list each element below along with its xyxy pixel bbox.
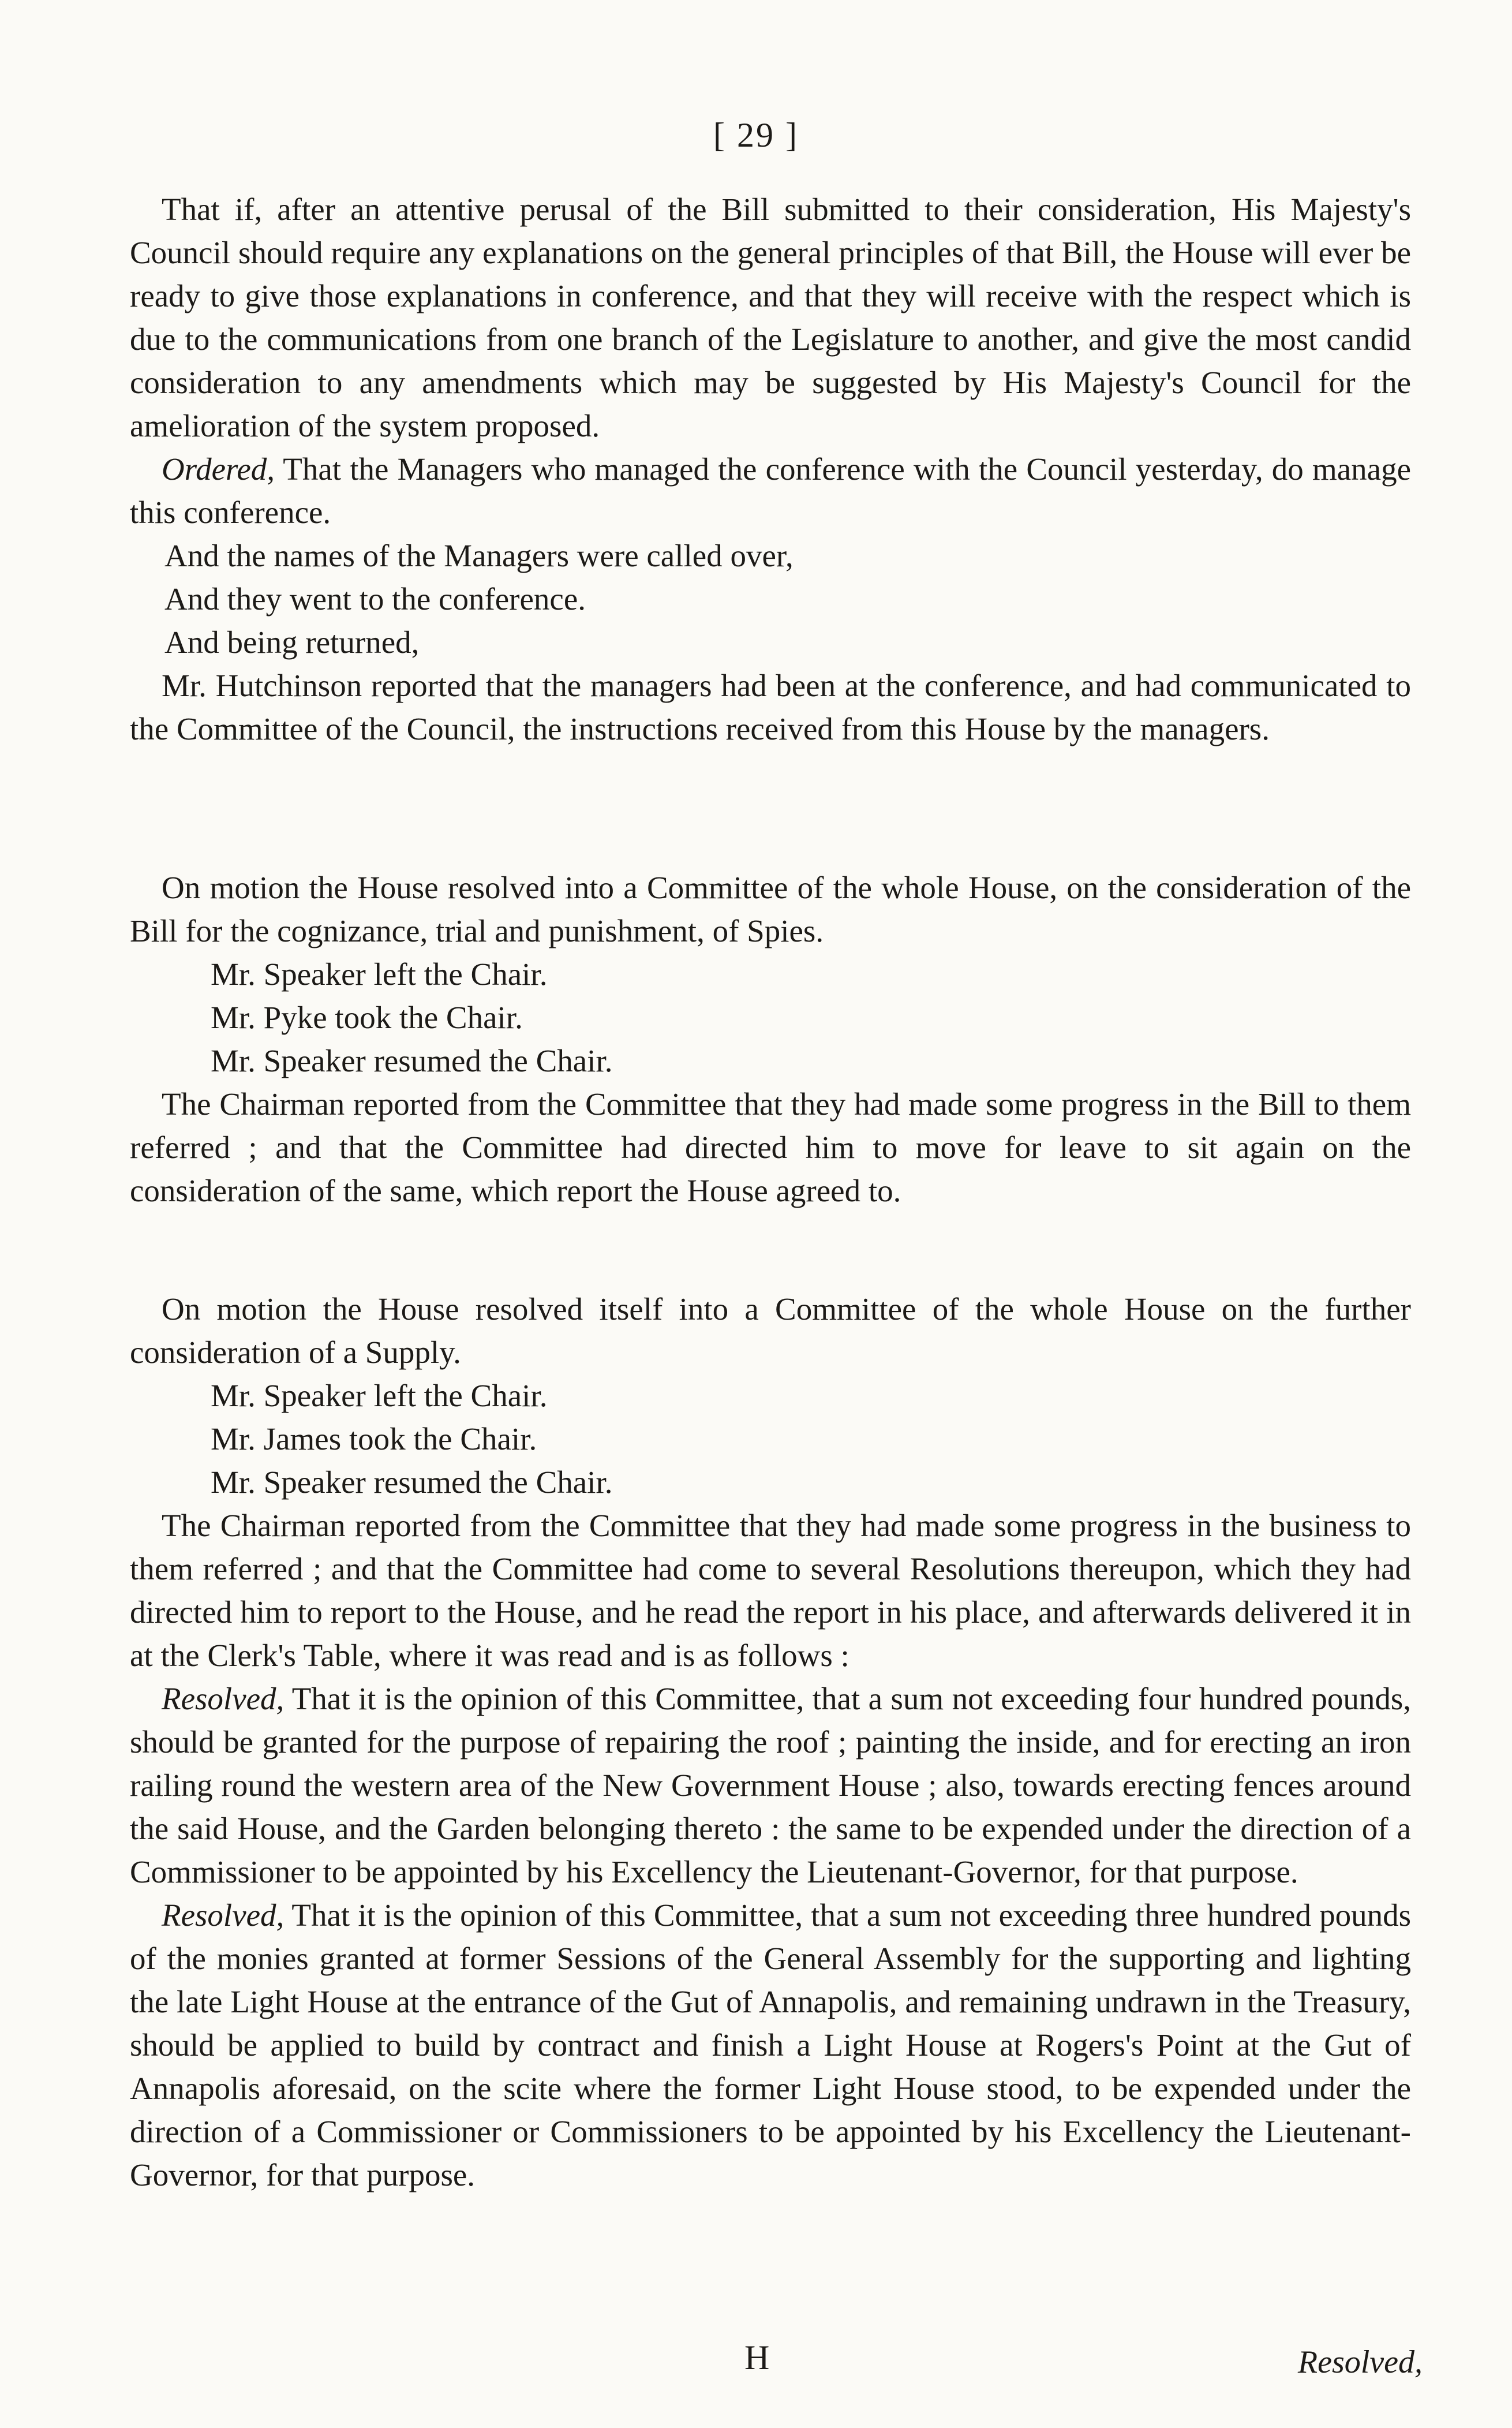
paragraph-being-returned: And being returned, <box>164 625 420 660</box>
paragraph-names-called: And the names of the Managers were called over, <box>164 538 794 573</box>
paragraph-resolved-government-house <box>130 1677 1411 1893</box>
paragraph-conference-explanation: That if, after an attentive perusal of the Bill submitted to their consideration, His Majesty's Council should require any explanations on the general principles of that Bill, the House will ever be ready to give those explanations in conference, and that they will receive with the respect which is due to the communications from one branch of the Legislature to another, and give the most candid consideration to any amendments which may be suggested by His Majesty's Council for the amelioration of the system proposed. <box>130 192 1411 443</box>
paragraph-speaker-resumed: Mr. Speaker resumed the Chair. <box>211 1043 613 1078</box>
ordered-label: Ordered, <box>162 451 275 487</box>
page-number: [ 29 ] <box>713 116 799 154</box>
paragraph-speaker-resumed-2: Mr. Speaker resumed the Chair. <box>211 1465 613 1500</box>
spies-bill-section <box>130 866 1411 1212</box>
paragraph-ordered-managers <box>130 447 1411 534</box>
paragraph-spies-motion: On motion the House resolved into a Committee of the whole House, on the consideration of the Bill for the cognizance, trial and punishment, of Spies. <box>130 870 1411 948</box>
catchword: Resolved, <box>1297 2344 1423 2380</box>
paragraph-pyke-chair: Mr. Pyke took the Chair. <box>211 1000 523 1035</box>
paragraph-went-to-conference: And they went to the conference. <box>164 581 586 617</box>
paragraph-james-chair: Mr. James took the Chair. <box>211 1421 537 1456</box>
paragraph-speaker-left-2: Mr. Speaker left the Chair. <box>211 1378 548 1413</box>
paragraph-chairman-progress: The Chairman reported from the Committee that they had made some progress in the Bill to them referred ; and that the Committee had directed him to move for leave to sit again on the consideration of the same, which report the House agreed to. <box>130 1086 1411 1208</box>
paragraph-hutchinson-report: Mr. Hutchinson reported that the managers had been at the conference, and had communicated to the Committee of the Council, the instructions received from this House by the managers. <box>130 668 1411 746</box>
paragraph-resolved-light-house <box>130 1893 1411 2197</box>
supply-section <box>130 1287 1411 2197</box>
paragraph-supply-motion: On motion the House resolved itself into a Committee of the whole House on the further consideration of a Supply. <box>130 1291 1411 1370</box>
conference-section <box>130 188 1411 750</box>
signature-mark: H <box>744 2339 770 2377</box>
paragraph-chairman-resolutions: The Chairman reported from the Committee that they had made some progress in the business to them referred ; and that the Committee had come to several Resolutions thereupon, which they had directed him to report to the House, and he read the report in his place, and afterwards delivered it in at the Clerk's Table, where it was read and is as follows : <box>130 1508 1411 1673</box>
resolved-label: Resolved, <box>162 1897 285 1933</box>
ordered-text: That the Managers who managed the conference with the Council yesterday, do manage this conference. <box>130 451 1411 530</box>
paragraph-speaker-left: Mr. Speaker left the Chair. <box>211 957 548 992</box>
resolved-text: That it is the opinion of this Committee, that a sum not exceeding four hundred pounds, should be granted for the purpose of repairing the roof ; painting the inside, and for erecting an iron railing round the western area of the New Government House ; also, towards erecting fences around the said House, and the Garden belonging thereto : the same to be expended under the direction of a Commissioner to be appointed by his Excellency the Lieutenant-Governor, for that purpose. <box>130 1681 1411 1889</box>
resolved-text: That it is the opinion of this Committee, that a sum not exceeding three hundred pounds of the monies granted at former Sessions of the General Assembly for the supporting and lighting the late Light House at the entrance of the Gut of Annapolis, and remaining undrawn in the Treasury, should be applied to build by contract and finish a Light House at Rogers's Point at the Gut of Annapolis aforesaid, on the scite where the former Light House stood, to be expended under the direction of a Commissioner or Commissioners to be appointed by his Excellency the Lieutenant-Governor, for that purpose. <box>130 1897 1411 2192</box>
resolved-label: Resolved, <box>162 1681 285 1716</box>
